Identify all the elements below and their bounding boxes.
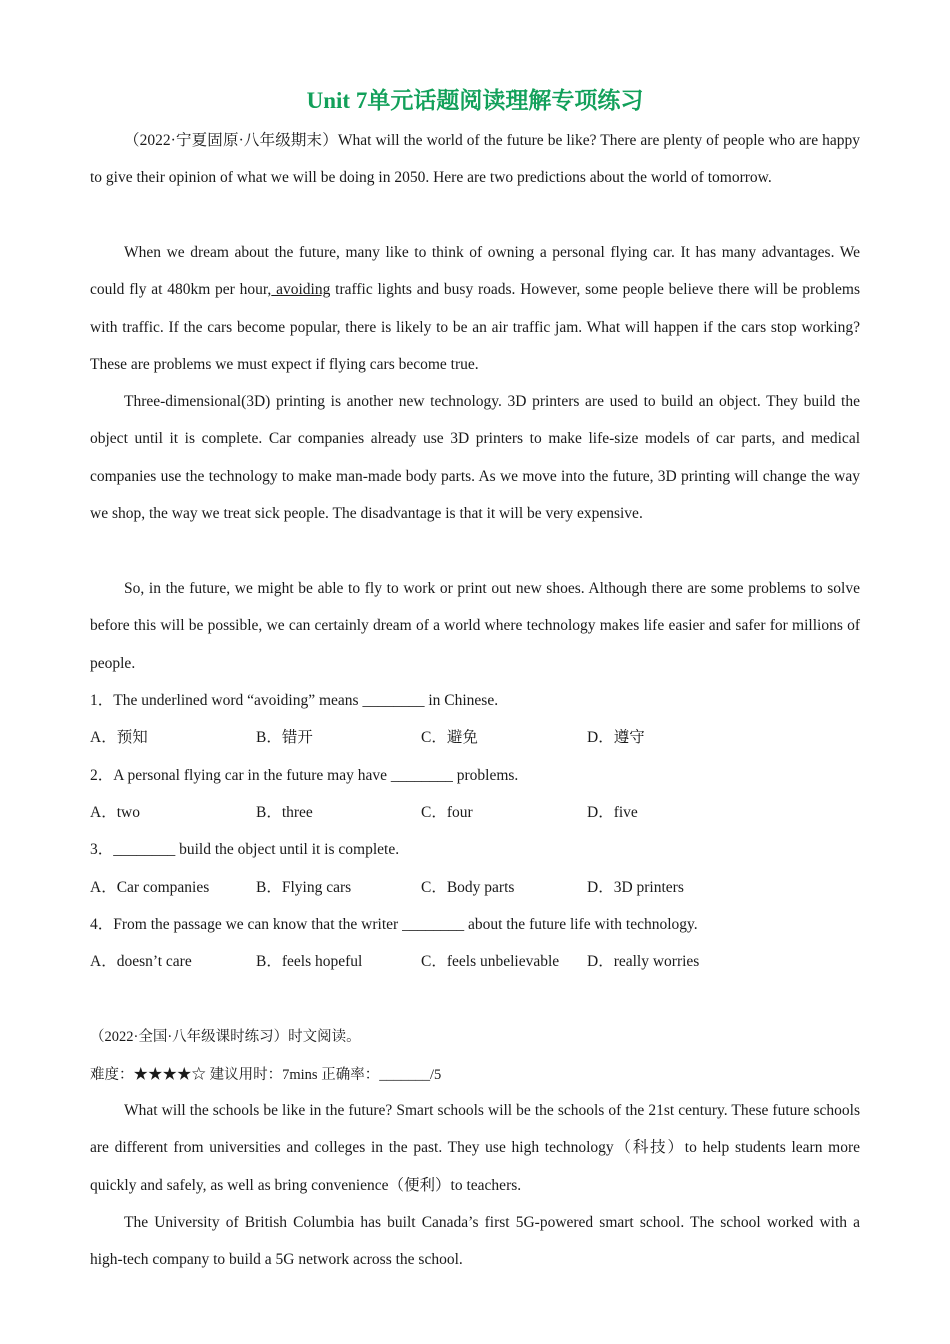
- question-stem: 2．A personal flying car in the future may have ________ problems.: [90, 767, 519, 784]
- passage2-source: （2022·全国·八年级课时练习）时文阅读。: [90, 1029, 361, 1045]
- answer-option: D．five: [587, 804, 638, 821]
- answer-option: C．feels unbelievable: [421, 953, 560, 970]
- paragraph-text: traffic lights and busy roads. However, some people believe there will be problems with traffic. If the cars become popular, there is likely to be an air traffic jam. What will happen if the cars stop working? These are problems we must expect if flying cars become true.: [90, 281, 860, 373]
- answer-option: C．four: [421, 804, 473, 821]
- answer-option: A．doesn’t care: [90, 953, 192, 970]
- passage2-paragraph: The University of British Columbia has built Canada’s first 5G-powered smart school. The school worked with a high-tech company to build a 5G network across the school.: [90, 1214, 860, 1269]
- question-stem: 3．________ build the object until it is complete.: [90, 841, 400, 858]
- answer-option: A．two: [90, 804, 140, 821]
- page-title: Unit 7单元话题阅读理解专项练习: [306, 88, 644, 113]
- answer-option: B．错开: [256, 729, 313, 746]
- passage1-flying-car-paragraph: [90, 234, 860, 383]
- answer-option: B．feels hopeful: [256, 953, 363, 970]
- passage1-intro-paragraph: （2022·宁夏固原·八年级期末）What will the world of the future be like? There are plenty of people who are happy to give their opinion of what we will be doing in 2050. Here are two predictions about the world of tomorrow.: [90, 132, 860, 187]
- passage1-conclusion-paragraph: So, in the future, we might be able to fly to work or print out new shoes. Although there are some problems to solve before this will be possible, we can certainly dream of a world where technology makes life easier and safer for millions of people.: [90, 580, 860, 672]
- passage2-paragraph: What will the schools be like in the future? Smart schools will be the schools of the 21st century. These future schools are different from universities and colleges in the past. They use high technology（科技）to help students learn more quickly and safely, as well as bring convenience（便利）to teachers.: [90, 1102, 860, 1194]
- answer-option: C．Body parts: [421, 879, 515, 896]
- underlined-word: avoiding: [271, 281, 331, 299]
- passage1-3d-printing-paragraph: Three-dimensional(3D) printing is another new technology. 3D printers are used to build an object. They build the object until it is complete. Car companies already use 3D printers to make life-size models of car parts, and medical companies use the technology to make man-made body parts. As we move into the future, 3D printing will change the way we shop, the way we treat sick people. The disadvantage is that it will be very expensive.: [90, 393, 860, 522]
- passage2-meta: 难度：★★★★☆ 建议用时：7mins 正确率：_______/5: [90, 1067, 442, 1083]
- question-stem: 4．From the passage we can know that the writer ________ about the future life with technology.: [90, 916, 698, 933]
- answer-option: D．really worries: [587, 953, 700, 970]
- answer-option: D．遵守: [587, 729, 645, 746]
- paragraph-text: When we dream about the future, many like to think of owning a personal flying car. It has many advantages. We could fly at 480km per hour,: [90, 244, 860, 299]
- answer-option: A．Car companies: [90, 879, 210, 896]
- answer-option: D．3D printers: [587, 879, 684, 896]
- answer-option: B．Flying cars: [256, 879, 352, 896]
- answer-option: C．避免: [421, 729, 478, 746]
- answer-option: B．three: [256, 804, 313, 821]
- answer-option: A．预知: [90, 729, 148, 746]
- question-stem: 1．The underlined word “avoiding” means ________ in Chinese.: [90, 692, 499, 709]
